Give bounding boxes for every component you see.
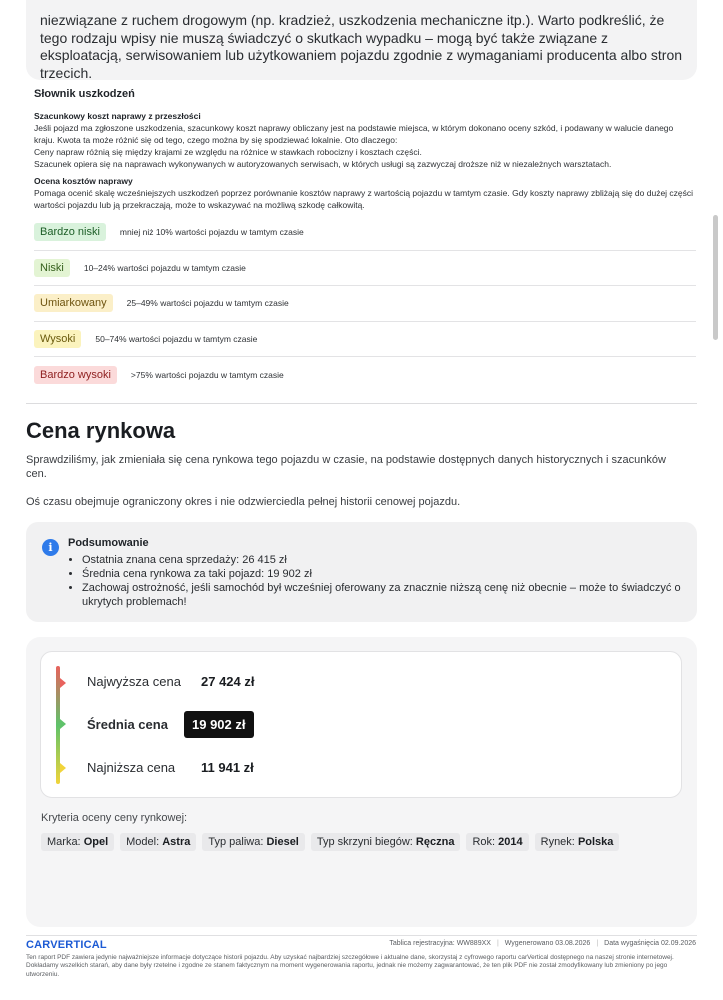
lowest-price-row — [87, 760, 254, 775]
price-range-card — [40, 651, 682, 798]
highest-marker-icon — [60, 678, 66, 688]
summary-item: • Zachowaj ostrożność, jeśli samochód był wcześniej oferowany za znacznie niższą cenę niż obecnie – może to świadczyć o ukrytych problemach! — [82, 581, 682, 609]
severity-description: 25–49% wartości pojazdu w tamtym czasie — [126, 298, 289, 309]
average-price-row — [87, 711, 254, 738]
severity-row — [34, 286, 696, 322]
lowest-price-value: 11 941 zł — [201, 760, 254, 775]
damage-note-text: niezwiązane z ruchem drogowym (np. kradzież, uszkodzenia mechaniczne itp.). Warto podkreślić, że tego rodzaju wpisy nie muszą świadczyć o skutkach wypadku – mogą być także związane z eksploatacją, serwisowaniem lub użytkowaniem pojazdu zgodnie z wymaganiami producenta albo stron trzecich. — [40, 12, 683, 81]
footer-meta: Tablica rejestracyjna: WW889XX | Wygenerowano 03.08.2026 | Data wygaśnięcia 02.09.2026 — [389, 940, 696, 947]
damage-dictionary — [34, 88, 696, 393]
criteria-chip-market: Rynek: Polska — [535, 833, 620, 851]
footer-disclaimer: Ten raport PDF zawiera jedynie najważniejsze informacje dotyczące historii pojazdu. Aby uzyskać najbardziej szczegółowe i aktualne dane, skorzystaj z cyfrowego raportu carVertical dostępnego na naszej stronie internetowej. Dokładamy wszelkich starań, aby dane były rzetelne i zgodne ze stanem faktycznym na moment wygenerowania raportu, jednak nie możemy zagwarantować, że ten plik PDF nie został zmodyfikowany lub zmieniony po jego utworzeniu. — [26, 954, 674, 978]
criteria-chip-year: Rok: 2014 — [466, 833, 528, 851]
generated-date: Wygenerowano 03.08.2026 — [504, 940, 591, 947]
summary-title: Podsumowanie — [68, 537, 149, 549]
estimate-heading: Szacunkowy koszt naprawy z przeszłości — [34, 111, 201, 121]
average-price-value: 19 902 zł — [184, 711, 254, 738]
severity-row — [34, 322, 696, 358]
severity-badge-low: Niski — [34, 259, 70, 277]
lowest-marker-icon — [60, 763, 66, 773]
severity-row — [34, 357, 696, 393]
severity-badge-very-low: Bardzo niski — [34, 223, 106, 241]
carvertical-logo: CARVERTICAL — [26, 939, 107, 951]
average-price-label: Średnia cena — [87, 717, 168, 732]
highest-price-label: Najwyższa cena — [87, 674, 181, 689]
info-icon: i — [42, 539, 59, 556]
summary-list — [82, 553, 682, 609]
criteria-title: Kryteria oceny ceny rynkowej: — [41, 812, 188, 824]
highest-price-value: 27 424 zł — [201, 674, 255, 689]
footer-divider — [26, 935, 697, 936]
plate-number: Tablica rejestracyjna: WW889XX — [389, 940, 491, 947]
severity-description: >75% wartości pojazdu w tamtym czasie — [130, 369, 284, 380]
severity-description: 50–74% wartości pojazdu w tamtym czasie — [95, 333, 258, 344]
criteria-chip-gearbox: Typ skrzyni biegów: Ręczna — [311, 833, 461, 851]
severity-badge-very-high: Bardzo wysoki — [34, 366, 117, 384]
market-timeline-note: Oś czasu obejmuje ograniczony okres i nie odzwierciedla pełnej historii cenowej pojazdu. — [26, 496, 461, 508]
section-divider — [26, 403, 697, 404]
summary-item: • Średnia cena rynkowa za taki pojazd: 19 902 zł — [82, 567, 682, 581]
estimate-reason-1: Ceny napraw różnią się między krajami ze względu na różnice w stawkach robocizny i kosztach części. — [34, 147, 422, 157]
estimate-reason-2: Szacunek opiera się na naprawach wykonywanych w autoryzowanych serwisach, w których usługi są zazwyczaj droższe niż w niezależnych warsztatach. — [34, 159, 612, 169]
criteria-chip-make: Marka: Opel — [41, 833, 114, 851]
summary-box — [26, 522, 697, 622]
severity-description: 10–24% wartości pojazdu w tamtym czasie — [83, 262, 246, 273]
severity-badge-moderate: Umiarkowany — [34, 294, 113, 312]
criteria-chip-fuel: Typ paliwa: Diesel — [202, 833, 305, 851]
market-intro: Sprawdziliśmy, jak zmieniała się cena rynkowa tego pojazdu w czasie, na podstawie dostępnych danych historycznych i szacunków cen. — [26, 454, 666, 480]
price-section — [26, 637, 697, 927]
market-price-title: Cena rynkowa — [26, 418, 176, 443]
criteria-chips — [41, 833, 619, 851]
summary-item: • Ostatnia znana cena sprzedaży: 26 415 zł — [82, 553, 682, 567]
damage-note-card — [26, 0, 697, 80]
criteria-chip-model: Model: Astra — [120, 833, 196, 851]
dictionary-title: Słownik uszkodzeń — [34, 88, 135, 100]
severity-row — [34, 251, 696, 287]
assessment-heading: Ocena kosztów naprawy — [34, 176, 133, 186]
severity-list — [34, 215, 696, 393]
expiry-date: Data wygaśnięcia 02.09.2026 — [604, 940, 696, 947]
average-marker-icon — [60, 719, 66, 729]
highest-price-row — [87, 674, 255, 689]
estimate-paragraph: Jeśli pojazd ma zgłoszone uszkodzenia, szacunkowy koszt naprawy obliczany jest na podstawie miejsca, w którym dokonano oceny szkód, i podawany w walucie danego kraju. Kwota ta może różnić się od tego, czego można by się spodziewać lokalnie. Oto dlaczego: — [34, 123, 674, 145]
scrollbar[interactable] — [713, 215, 718, 340]
assessment-text: Pomaga ocenić skalę wcześniejszych uszkodzeń poprzez porównanie kosztów naprawy z wartością pojazdu w tamtym czasie. Gdy koszty naprawy zbliżają się do dużej części wartości pojazdu lub ją przekraczają, może to wskazywać na możliwą szkodę całkowitą. — [34, 188, 694, 210]
severity-row — [34, 215, 696, 251]
lowest-price-label: Najniższa cena — [87, 760, 176, 775]
severity-badge-high: Wysoki — [34, 330, 81, 348]
severity-description: mniej niż 10% wartości pojazdu w tamtym czasie — [119, 227, 304, 238]
